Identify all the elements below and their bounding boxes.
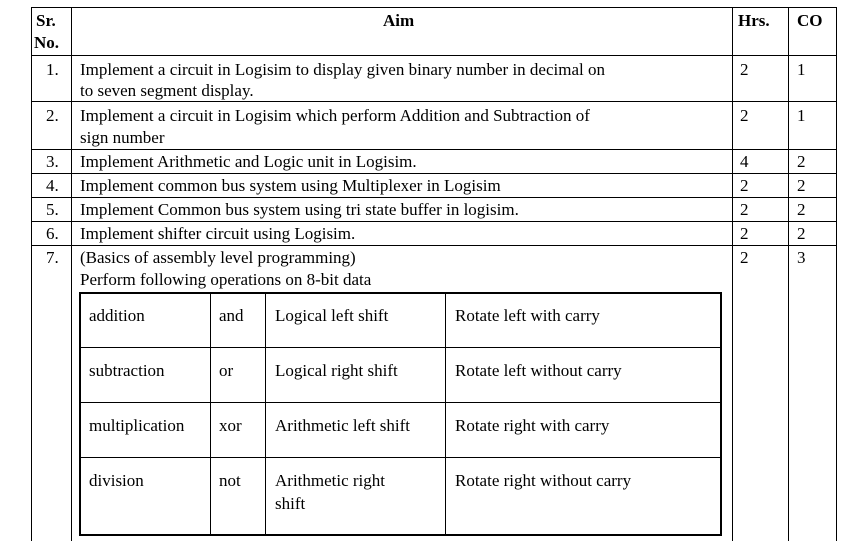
row7-hrs: 2	[740, 248, 749, 267]
row4-co: 2	[797, 176, 806, 195]
row2-aim-line2: sign number	[80, 128, 165, 147]
col-divider-aim	[732, 7, 733, 541]
row4-hrs: 2	[740, 176, 749, 195]
ops-border-right	[720, 292, 722, 536]
op-shift-logical-left: Logical left shift	[275, 306, 389, 325]
row1-co: 1	[797, 60, 806, 79]
op-arith-addition: addition	[89, 306, 145, 325]
op-arith-subtraction: subtraction	[89, 361, 165, 380]
row1-hrs: 2	[740, 60, 749, 79]
row6-sr: 6.	[46, 224, 59, 243]
header-aim: Aim	[383, 11, 415, 30]
ops-border-bottom	[79, 534, 722, 536]
header-sr-line1: Sr.	[36, 11, 56, 30]
ops-border-top	[79, 292, 722, 294]
header-bottom-line	[31, 55, 837, 56]
op-logic-or: or	[219, 361, 234, 380]
op-rotate-left-no-carry: Rotate left without carry	[455, 361, 622, 380]
col-divider-sr	[71, 7, 72, 541]
border-right	[836, 7, 837, 541]
row7-sr: 7.	[46, 248, 59, 267]
border-top	[31, 7, 837, 8]
ops-row2-bottom	[79, 402, 722, 403]
header-hrs: Hrs.	[738, 11, 770, 30]
row1-aim-line1: Implement a circuit in Logisim to display given binary number in decimal on	[80, 60, 605, 79]
header-sr-line2: No.	[34, 33, 60, 52]
op-rotate-right-carry: Rotate right with carry	[455, 416, 610, 435]
row7-aim-line1: (Basics of assembly level programming)	[80, 248, 356, 267]
op-shift-arith-left: Arithmetic left shift	[275, 416, 411, 435]
row2-sr: 2.	[46, 106, 59, 125]
row2-hrs: 2	[740, 106, 749, 125]
row2-aim-line1: Implement a circuit in Logisim which perform Addition and Subtraction of	[80, 106, 590, 125]
op-shift-arith-right-cont: shift	[275, 494, 306, 513]
header-co: CO	[797, 11, 823, 30]
border-left	[31, 7, 32, 541]
row3-hrs: 4	[740, 152, 749, 171]
op-logic-xor: xor	[219, 416, 242, 435]
row3-aim-line1: Implement Arithmetic and Logic unit in Logisim.	[80, 152, 417, 171]
op-shift-arith-right: Arithmetic right	[275, 471, 386, 490]
ops-col-divider-2	[265, 292, 266, 536]
row3-co: 2	[797, 152, 806, 171]
op-shift-logical-right: Logical right shift	[275, 361, 398, 380]
row7-aim-line2: Perform following operations on 8-bit data	[80, 270, 372, 289]
ops-row1-bottom	[79, 347, 722, 348]
row7-co: 3	[797, 248, 806, 267]
row2-co: 1	[797, 106, 806, 125]
row5-co: 2	[797, 200, 806, 219]
row5-sr: 5.	[46, 200, 59, 219]
op-arith-division: division	[89, 471, 144, 490]
row5-aim-line1: Implement Common bus system using tri state buffer in logisim.	[80, 200, 519, 219]
row1-aim-line2: to seven segment display.	[80, 81, 254, 100]
op-rotate-right-no-carry: Rotate right without carry	[455, 471, 632, 490]
row6-co: 2	[797, 224, 806, 243]
ops-col-divider-1	[210, 292, 211, 536]
ops-col-divider-3	[445, 292, 446, 536]
op-logic-and: and	[219, 306, 244, 325]
row6-aim-line1: Implement shifter circuit using Logisim.	[80, 224, 356, 243]
row4-aim-line1: Implement common bus system using Multiplexer in Logisim	[80, 176, 501, 195]
op-rotate-left-carry: Rotate left with carry	[455, 306, 600, 325]
ops-row3-bottom	[79, 457, 722, 458]
row3-sr: 3.	[46, 152, 59, 171]
op-arith-multiplication: multiplication	[89, 416, 185, 435]
op-logic-not: not	[219, 471, 241, 490]
row4-sr: 4.	[46, 176, 59, 195]
row6-hrs: 2	[740, 224, 749, 243]
row5-hrs: 2	[740, 200, 749, 219]
row1-sr: 1.	[46, 60, 59, 79]
col-divider-hrs	[788, 7, 789, 541]
ops-border-left	[79, 292, 81, 536]
